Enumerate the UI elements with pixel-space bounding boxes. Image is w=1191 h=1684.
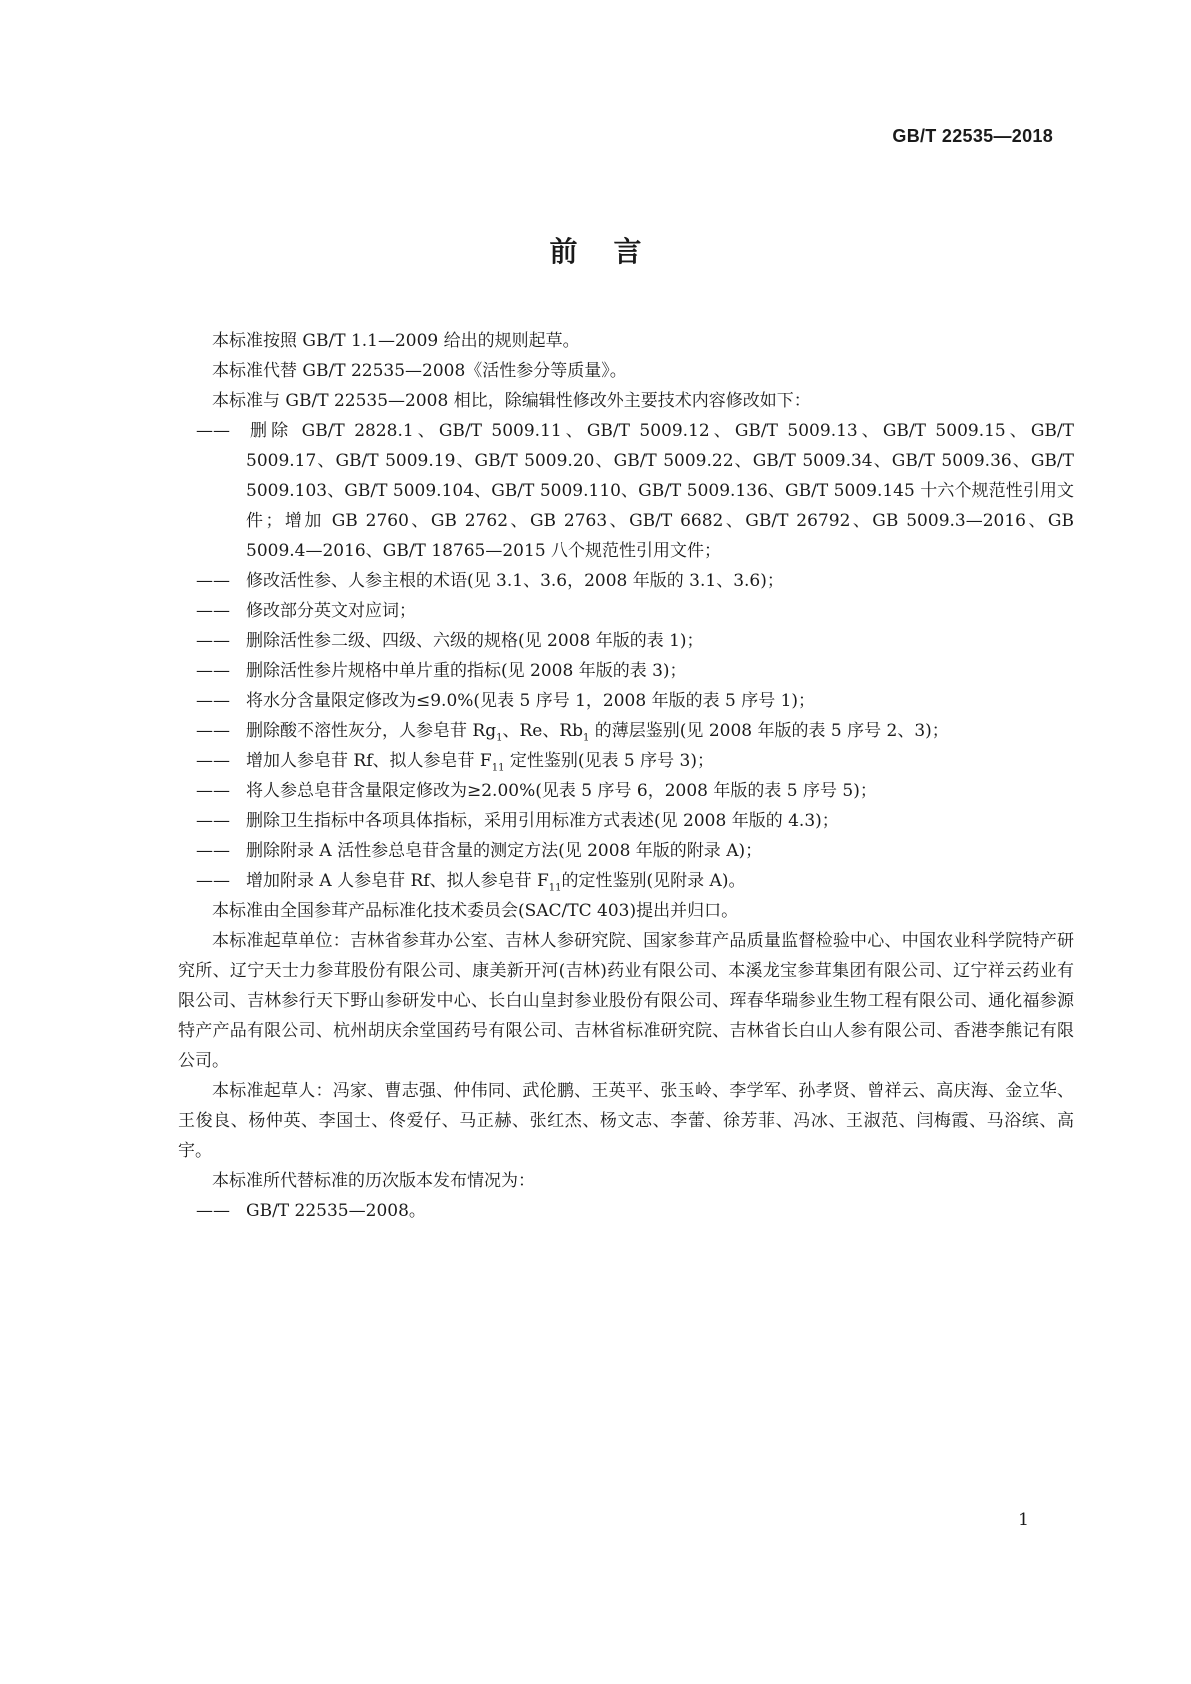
paragraph-changes-intro: 本标准与 GB/T 22535—2008 相比，除编辑性修改外主要技术内容修改如下： — [212, 391, 811, 411]
subscript: 1 — [496, 732, 503, 744]
history-text: GB/T 22535—2008。 — [246, 1201, 426, 1221]
history-item — [178, 1196, 1074, 1226]
change-text: 删除附录 A 活性参总皂苷含量的测定方法(见 2008 年版的附录 A)； — [246, 841, 763, 861]
dash-marker: —— — [196, 781, 230, 801]
change-item — [178, 686, 1074, 716]
dash-marker: —— — [196, 871, 230, 891]
change-item — [178, 596, 1074, 626]
dash-marker: —— — [196, 661, 230, 681]
change-text: 删除卫生指标中各项具体指标，采用引用标准方式表述(见 2008 年版的 4.3)； — [246, 811, 839, 831]
change-item — [178, 656, 1074, 686]
change-text: 将水分含量限定修改为≤9.0%(见表 5 序号 1，2008 年版的表 5 序号 1)； — [246, 691, 816, 711]
dash-marker: —— — [196, 721, 230, 741]
subscript: 11 — [548, 882, 562, 894]
change-item — [178, 626, 1074, 656]
page-number: 1 — [1018, 1510, 1029, 1530]
change-item — [178, 866, 1074, 896]
standard-code: GB/T 22535—2018 — [892, 126, 1053, 146]
change-text: 删除酸不溶性灰分，人参皂苷 Rg — [246, 721, 497, 741]
dash-marker: —— — [196, 841, 230, 861]
paragraph-drafters: 本标准起草人：冯家、曹志强、仲伟同、武伦鹏、王英平、张玉岭、李学军、孙孝贤、曾祥云、高庆海、金立华、王俊良、杨仲英、李国士、佟爱仔、马正赫、张红杰、杨文志、李蕾、徐芳菲、冯冰、王淑范、闫梅霞、马浴缤、高宇。 — [178, 1081, 1074, 1161]
change-item — [178, 416, 1074, 566]
dash-marker: —— — [196, 751, 230, 771]
change-text: 删除活性参片规格中单片重的指标(见 2008 年版的表 3)； — [246, 661, 687, 681]
document-body — [178, 326, 1074, 1226]
page-title: 前言 — [549, 235, 678, 268]
change-text: 的薄层鉴别(见 2008 年版的表 5 序号 2、3)； — [589, 721, 949, 741]
dash-marker: —— — [196, 571, 230, 591]
dash-marker: —— — [196, 1201, 230, 1221]
change-item — [178, 566, 1074, 596]
change-text: 将人参总皂苷含量限定修改为≥2.00%(见表 5 序号 6，2008 年版的表 5 序号 5)； — [246, 781, 877, 801]
change-item — [178, 746, 1074, 776]
subscript: 1 — [583, 732, 590, 744]
paragraph-proposer: 本标准由全国参茸产品标准化技术委员会(SAC/TC 403)提出并归口。 — [212, 901, 739, 921]
change-text: 删除 GB/T 2828.1、GB/T 5009.11、GB/T 5009.12、GB/T 5009.13、GB/T 5009.15、GB/T 5009.17、GB/T 5009.19、GB/T 5009.20、GB/T 5009.22、GB/T 5009.34、GB/T 5009.36、GB/T 5009.103、GB/T 5009.104、GB/T 5009.110、GB/T 5009.136、GB/T 5009.145 十六个规范性引用文件；增加 GB 2760、GB 2762、GB 2763、GB/T 6682、GB/T 26792、GB 5009.3—2016、GB 5009.4—2016、GB/T 18765—2015 八个规范性引用文件； — [246, 421, 1074, 561]
change-text: 删除活性参二级、四级、六级的规格(见 2008 年版的表 1)； — [246, 631, 704, 651]
change-text: 增加附录 A 人参皂苷 Rf、拟人参皂苷 F — [246, 871, 549, 891]
change-item — [178, 836, 1074, 866]
change-text: 增加人参皂苷 Rf、拟人参皂苷 F — [246, 751, 492, 771]
dash-marker: —— — [196, 691, 230, 711]
change-text: 修改活性参、人参主根的术语(见 3.1、3.6，2008 年版的 3.1、3.6)； — [246, 571, 784, 591]
paragraph-drafting-rules: 本标准按照 GB/T 1.1—2009 给出的规则起草。 — [212, 331, 580, 351]
change-text: 修改部分英文对应词； — [246, 601, 416, 621]
change-item — [178, 776, 1074, 806]
dash-marker: —— — [196, 811, 230, 831]
subscript: 11 — [491, 762, 505, 774]
dash-marker: —— — [196, 421, 230, 441]
change-text: 定性鉴别(见表 5 序号 3)； — [504, 751, 714, 771]
change-text: 的定性鉴别(见附录 A)。 — [561, 871, 746, 891]
paragraph-replaces: 本标准代替 GB/T 22535—2008《活性参分等质量》。 — [212, 361, 627, 381]
paragraph-history-intro: 本标准所代替标准的历次版本发布情况为： — [212, 1171, 535, 1191]
change-text: 、Re、Rb — [502, 721, 584, 741]
dash-marker: —— — [196, 631, 230, 651]
change-item — [178, 806, 1074, 836]
paragraph-drafting-units: 本标准起草单位：吉林省参茸办公室、吉林人参研究院、国家参茸产品质量监督检验中心、中国农业科学院特产研究所、辽宁天士力参茸股份有限公司、康美新开河(吉林)药业有限公司、本溪龙宝参茸集团有限公司、辽宁祥云药业有限公司、吉林参行天下野山参研发中心、长白山皇封参业股份有限公司、珲春华瑞参业生物工程有限公司、通化福参源特产产品有限公司、杭州胡庆余堂国药号有限公司、吉林省标准研究院、吉林省长白山人参有限公司、香港李熊记有限公司。 — [178, 931, 1074, 1071]
change-item — [178, 716, 1074, 746]
dash-marker: —— — [196, 601, 230, 621]
